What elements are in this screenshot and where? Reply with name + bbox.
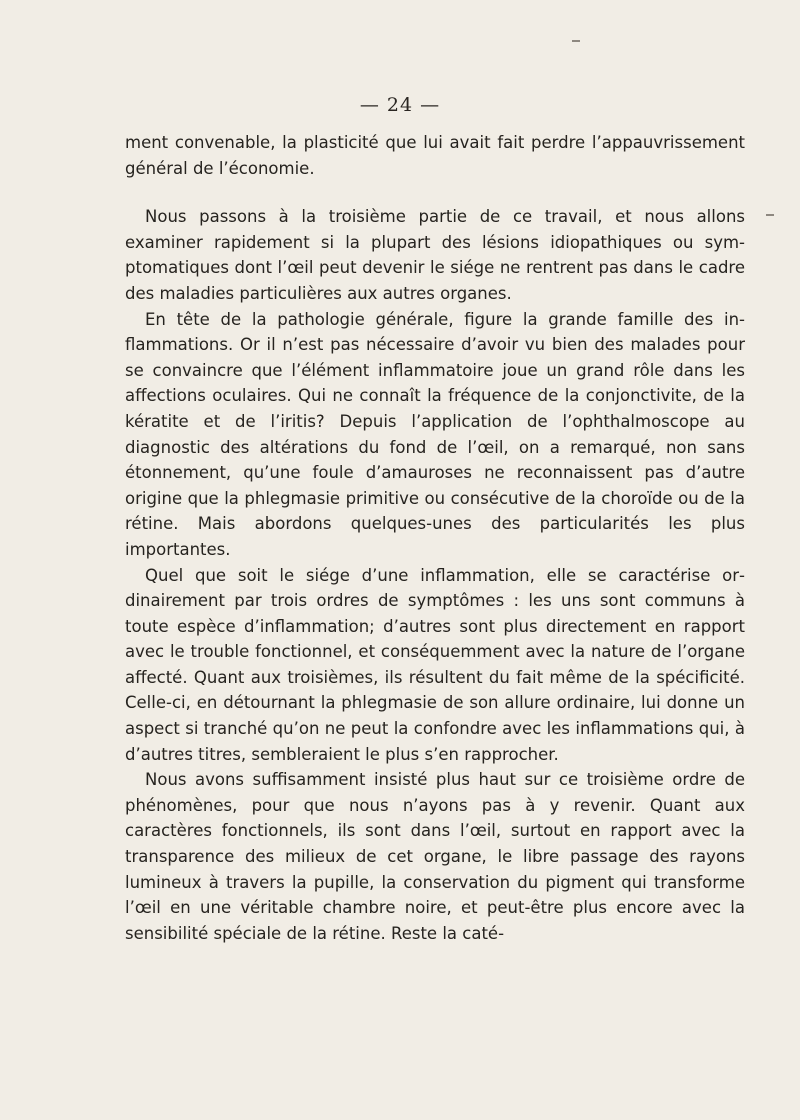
paragraph: Quel que soit le siége d’une inflammation, elle se caractérise ordinairement par trois ordres de symptômes : les uns sont communs à toute espèce d’inflammation; d’autres sont plus directement en rapport avec le trouble fonctionnel, et conséquemment avec la nature de l’organe affecté. Quant aux troisièmes, ils résultent du fait même de la spécificité. Celle-ci, en détournant la phlegmasie de son allure ordinaire, lui donne un aspect si tranché qu’on ne peut la confondre avec les inflammations qui, à d’autres titres, sembleraient le plus s’en rapprocher. bbox=[125, 565, 745, 764]
paragraph: Nous passons à la troisième partie de ce travail, et nous allons examiner rapidement si la plupart des lésions idiopathiques ou symptomatiques dont l’œil peut devenir le siége ne rentrent pas dans le cadre des maladies particulières aux autres organes. bbox=[125, 207, 745, 303]
margin-mark bbox=[572, 40, 580, 42]
paragraph: Nous avons suffisamment insisté plus haut sur ce troisième ordre de phénomènes, pour que nous n’ayons pas à y revenir. Quant aux caractères fonctionnels, ils sont dans l’œil, surtout en rapport avec la transparence des milieux de cet organe, le libre passage des rayons lumineux à travers la pupille, la conservation du pigment qui transforme l’œil en une véritable chambre noire, et peut-être plus encore avec la sensibilité spéciale de la rétine. Reste la caté- bbox=[125, 770, 745, 943]
paragraph: En tête de la pathologie générale, figure la grande famille des inflammations. Or il n’est pas nécessaire d’avoir vu bien des malades pour se convaincre que l’élément inflammatoire joue un grand rôle dans les affections oculaires. Qui ne connaît la fréquence de la conjonctivite, de la kératite et de l’iritis? Depuis l’application de l’ophthalmoscope au diagnostic des altérations du fond de l’œil, on a remarqué, non sans étonnement, qu’une foule d’amauroses ne reconnaissent pas d’autre origine que la phlegmasie primitive ou consécutive de la choroïde ou de la rétine. Mais abordons quelques-unes des particularités les plus importantes. bbox=[125, 309, 745, 559]
page-number: — 24 — bbox=[359, 94, 441, 116]
body-text bbox=[125, 130, 745, 946]
margin-mark bbox=[766, 214, 774, 216]
paragraph: ment convenable, la plasticité que lui avait fait perdre l’appauvrissement général de l’économie. bbox=[125, 133, 745, 178]
